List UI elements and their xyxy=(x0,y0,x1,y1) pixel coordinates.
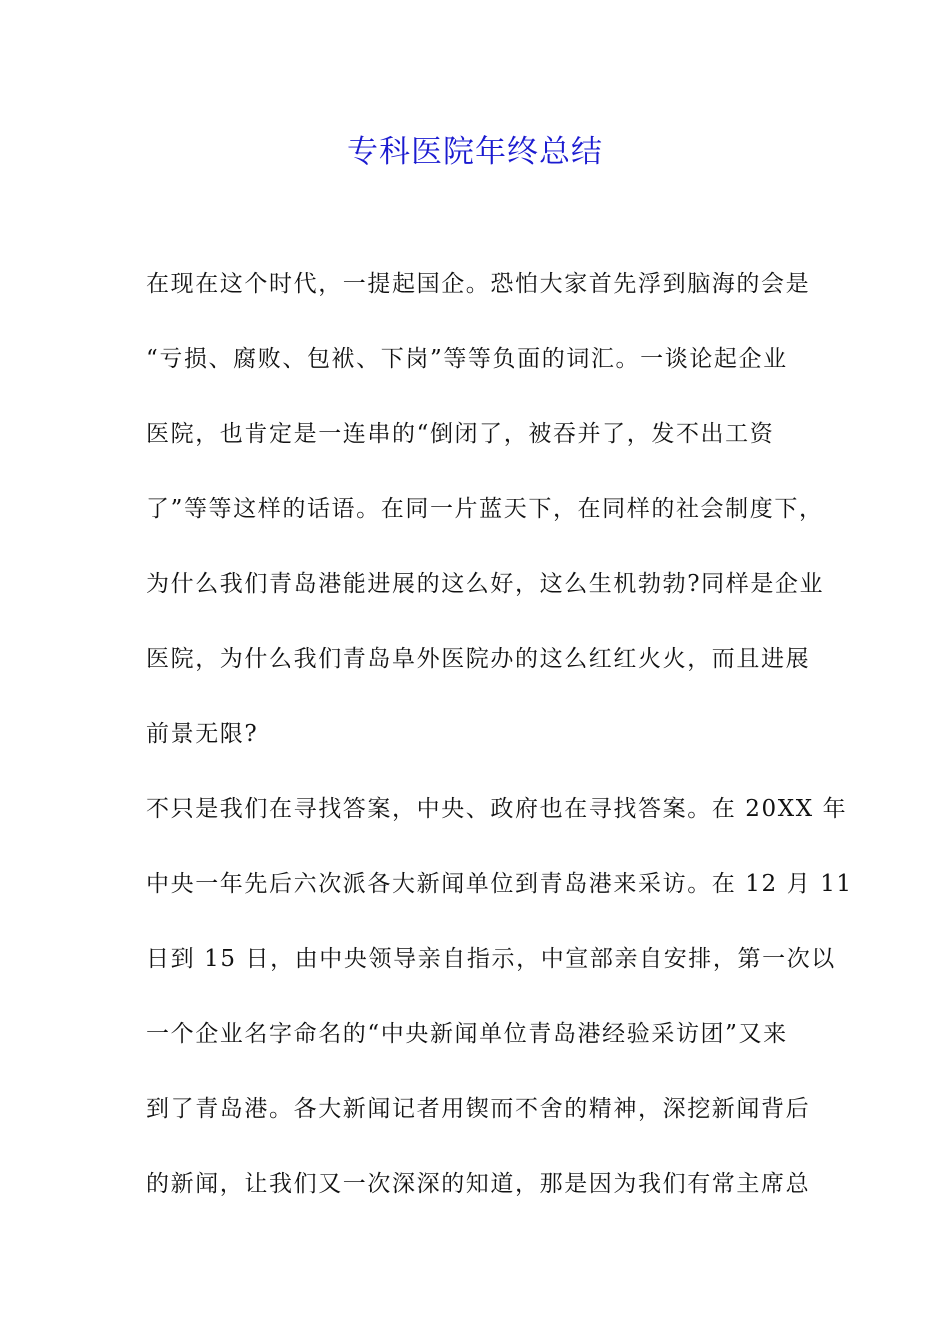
body-line: 不只是我们在寻找答案，中央、政府也在寻找答案。在 20XX 年 xyxy=(146,796,848,822)
body-line: 中央一年先后六次派各大新闻单位到青岛港来采访。在 12 月 11 xyxy=(146,871,853,897)
body-line: 的新闻，让我们又一次深深的知道，那是因为我们有常主席总 xyxy=(146,1171,811,1197)
body-line: 医院，为什么我们青岛阜外医院办的这么红红火火，而且进展 xyxy=(146,646,811,672)
document-title: 专科医院年终总结 xyxy=(347,134,603,170)
body-line: 一个企业名字命名的“中央新闻单位青岛港经验采访团”又来 xyxy=(146,1021,788,1047)
body-line: “亏损、腐败、包袱、下岗”等等负面的词汇。一谈论起企业 xyxy=(146,346,788,372)
body-line: 前景无限? xyxy=(146,721,259,747)
body-line: 医院，也肯定是一连串的“倒闭了，被吞并了，发不出工资 xyxy=(146,421,775,447)
body-line: 日到 15 日，由中央领导亲自指示，中宣部亲自安排，第一次以 xyxy=(146,946,836,972)
body-line: 为什么我们青岛港能进展的这么好，这么生机勃勃?同样是企业 xyxy=(146,571,825,597)
body-line: 到了青岛港。各大新闻记者用锲而不舍的精神，深挖新闻背后 xyxy=(146,1096,811,1122)
body-line: 在现在这个时代，一提起国企。恐怕大家首先浮到脑海的会是 xyxy=(146,271,811,297)
body-line: 了”等等这样的话语。在同一片蓝天下，在同样的社会制度下， xyxy=(146,496,824,522)
